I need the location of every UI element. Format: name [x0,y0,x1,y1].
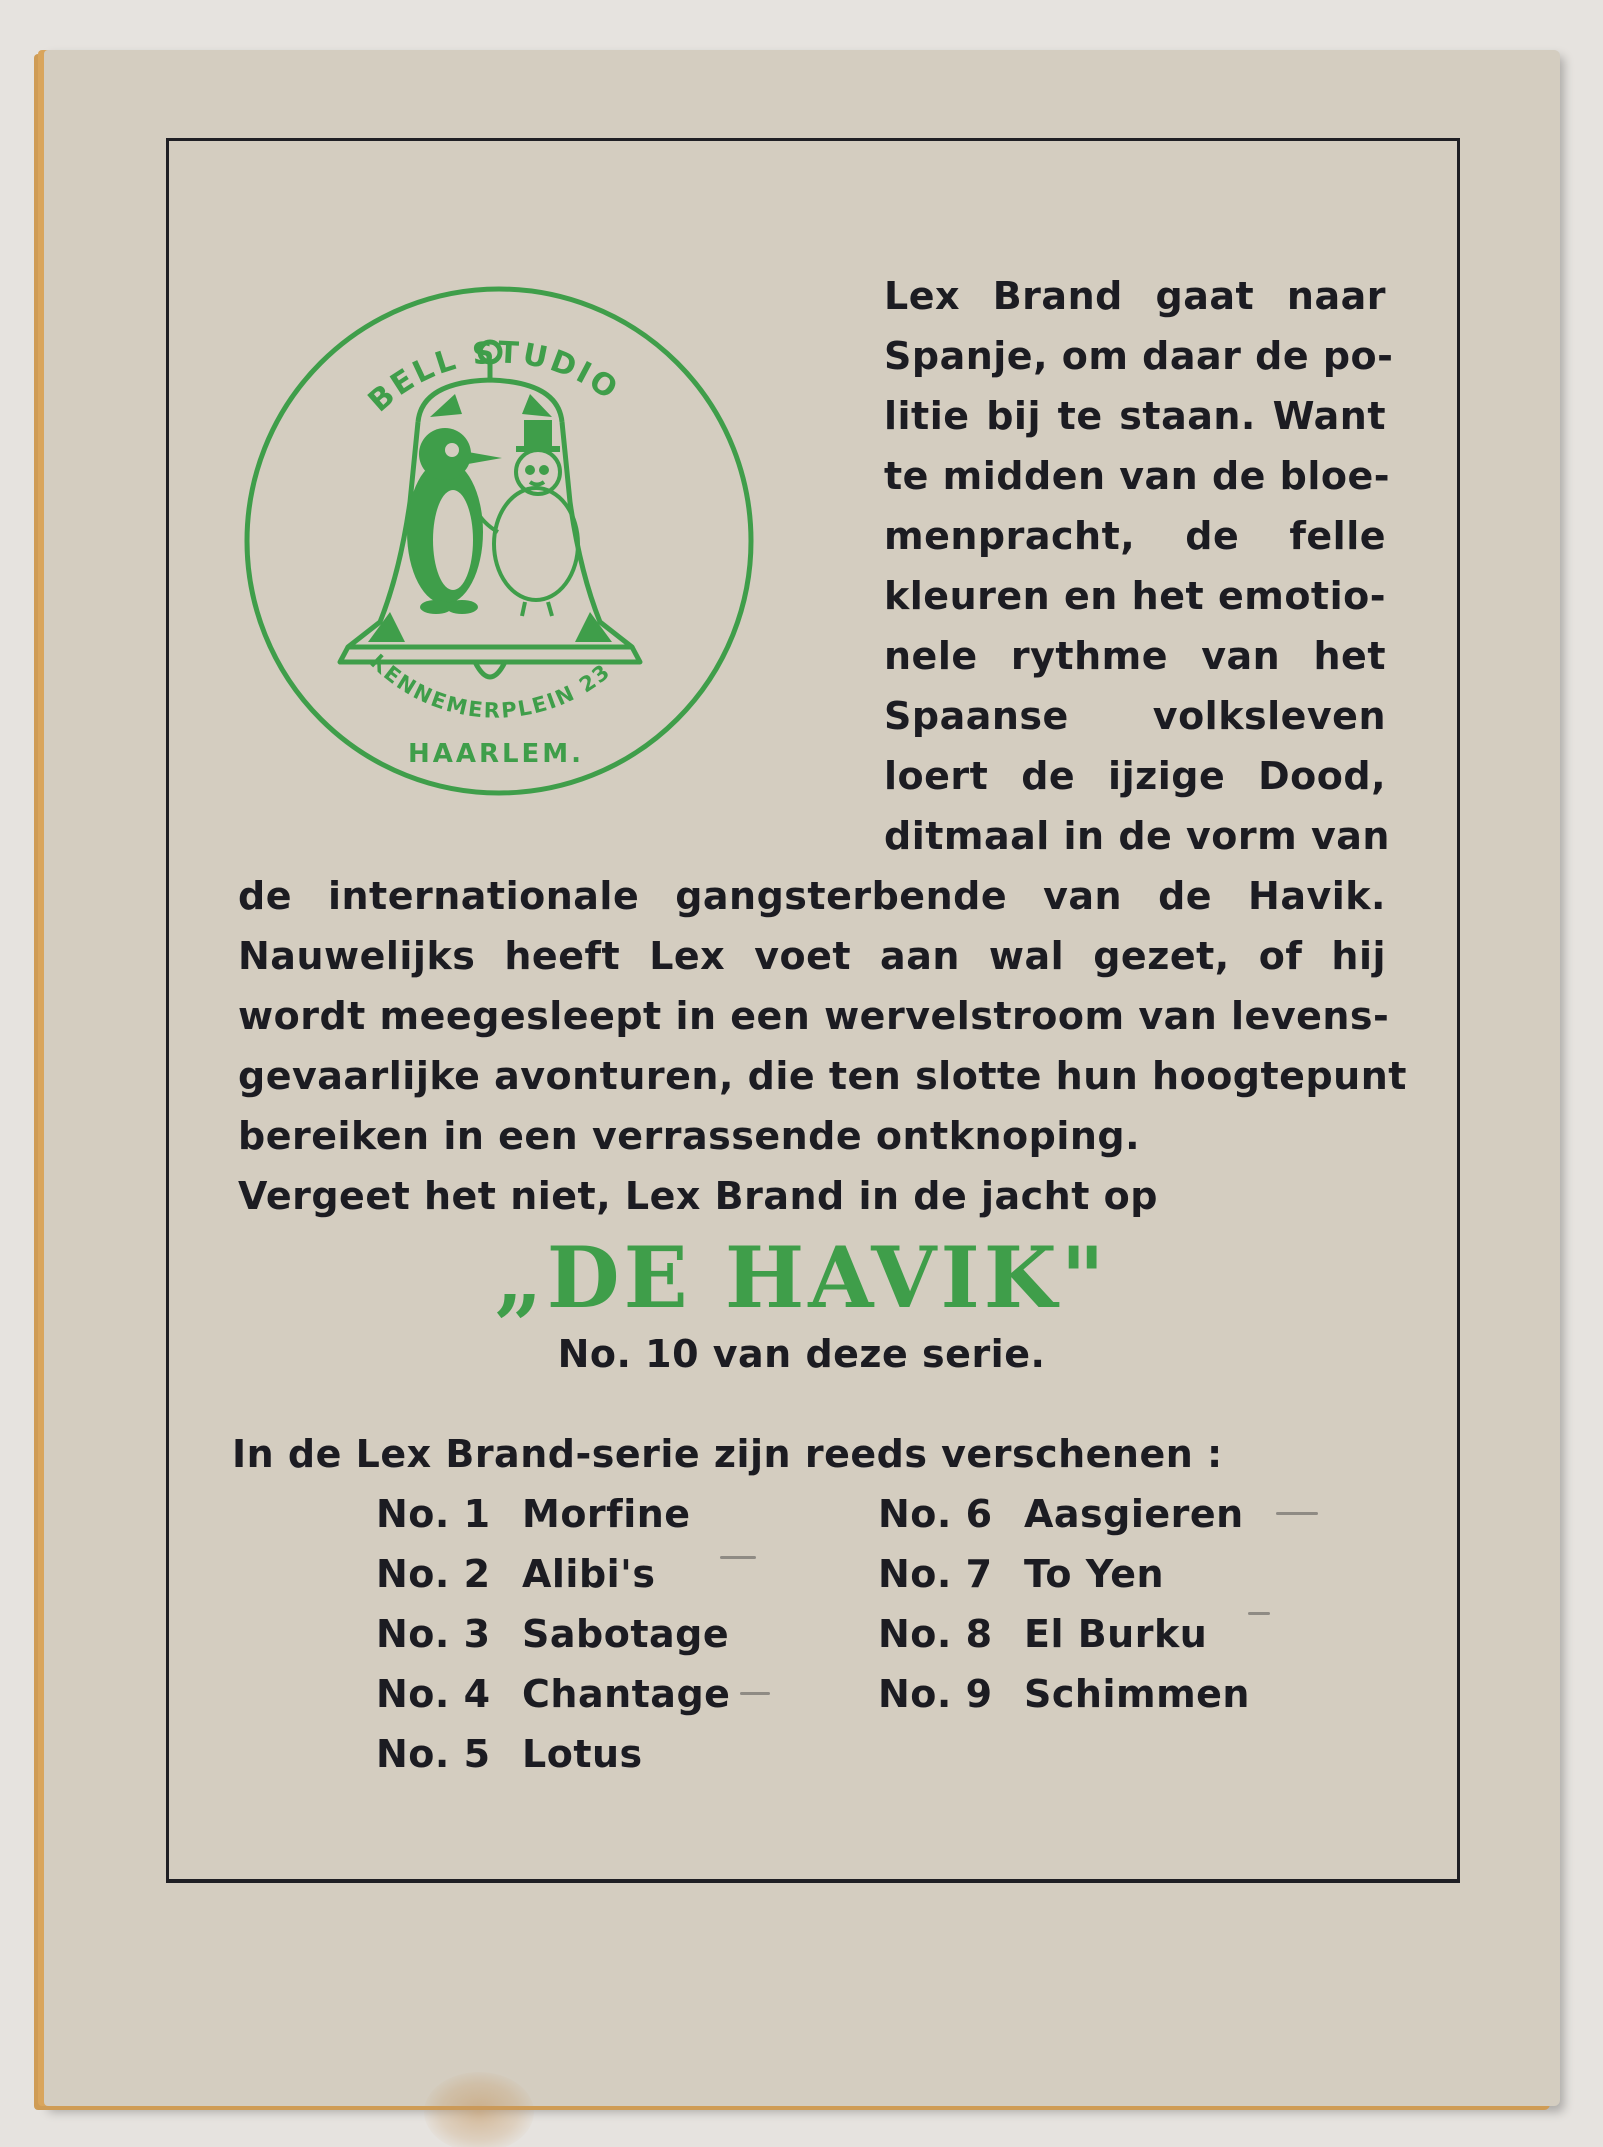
series-number: No. 5 [376,1732,491,1776]
series-item [878,1604,1250,1664]
bell-studio-stamp [240,282,758,800]
series-item [376,1544,730,1604]
description-line: ditmaal in de vorm van [884,814,1390,858]
series-number: No. 6 [878,1492,993,1536]
description-line: kleuren en het emotio- [884,574,1386,618]
series-number: No. 8 [878,1612,993,1656]
series-list-heading: In de Lex Brand-serie zijn reeds verschenen : [232,1432,1223,1476]
description-line: wordt meegesleept in een wervelstroom van levens- [238,994,1390,1038]
description-line: Nauwelijks heeft Lex voet aan wal gezet, of hij [238,934,1386,978]
series-title: Alibi's [522,1552,656,1596]
description-right-column [884,266,1394,866]
description-line: litie bij te staan. Want [884,394,1386,438]
series-list-left [376,1484,730,1784]
description-line: Vergeet het niet, Lex Brand in de jacht op [238,1174,1158,1218]
series-list-right [878,1484,1250,1724]
series-number: No. 1 [376,1492,491,1536]
series-title: Lotus [522,1732,643,1776]
paper-mark [740,1692,770,1695]
snowman-icon [472,450,578,616]
series-title: Aasgieren [1024,1492,1244,1536]
series-item [376,1604,730,1664]
description-line: Lex Brand gaat naar [884,274,1386,318]
series-number: No. 4 [376,1672,491,1716]
series-number: No. 3 [376,1612,491,1656]
series-number: No. 9 [878,1672,993,1716]
description-full-width [238,866,1407,1226]
description-line: Spaanse volksleven [884,694,1386,738]
description-line: Spanje, om daar de po- [884,334,1394,378]
description-line: gevaarlijke avonturen, die ten slotte hun hoogtepunt [238,1054,1407,1098]
series-title: Chantage [522,1672,731,1716]
series-title: Morfine [522,1492,691,1536]
series-title: Sabotage [522,1612,730,1656]
description-line: te midden van de bloe- [884,454,1391,498]
paper-stain [424,2072,534,2147]
penguin-icon [407,428,502,614]
description-line: menpracht, de felle [884,514,1386,558]
description-line: bereiken in een verrassende ontknoping. [238,1114,1141,1158]
description-line: nele rythme van het [884,634,1386,678]
series-item [376,1484,730,1544]
series-item [878,1484,1250,1544]
series-item [878,1544,1250,1604]
feature-subtitle: No. 10 van deze serie. [557,1332,1046,1376]
series-number: No. 2 [376,1552,491,1596]
series-item [376,1724,730,1784]
paper-mark [720,1556,756,1559]
description-line: loert de ijzige Dood, [884,754,1386,798]
stamp-bottom-text: KENNEMERPLEIN 23 [365,649,616,723]
series-item [376,1664,730,1724]
feature-title: „DE HAVIK" [494,1228,1109,1327]
series-title: El Burku [1024,1612,1208,1656]
series-title: Schimmen [1024,1672,1250,1716]
series-item [878,1664,1250,1724]
stamp-top-text: BELL STUDIO [361,335,626,420]
paper-mark [1248,1612,1270,1615]
stamp-city-text: HAARLEM. [407,739,585,769]
paper-mark [1276,1512,1318,1515]
series-number: No. 7 [878,1552,993,1596]
description-line: de internationale gangsterbende van de Havik. [238,874,1386,918]
series-title: To Yen [1024,1552,1165,1596]
